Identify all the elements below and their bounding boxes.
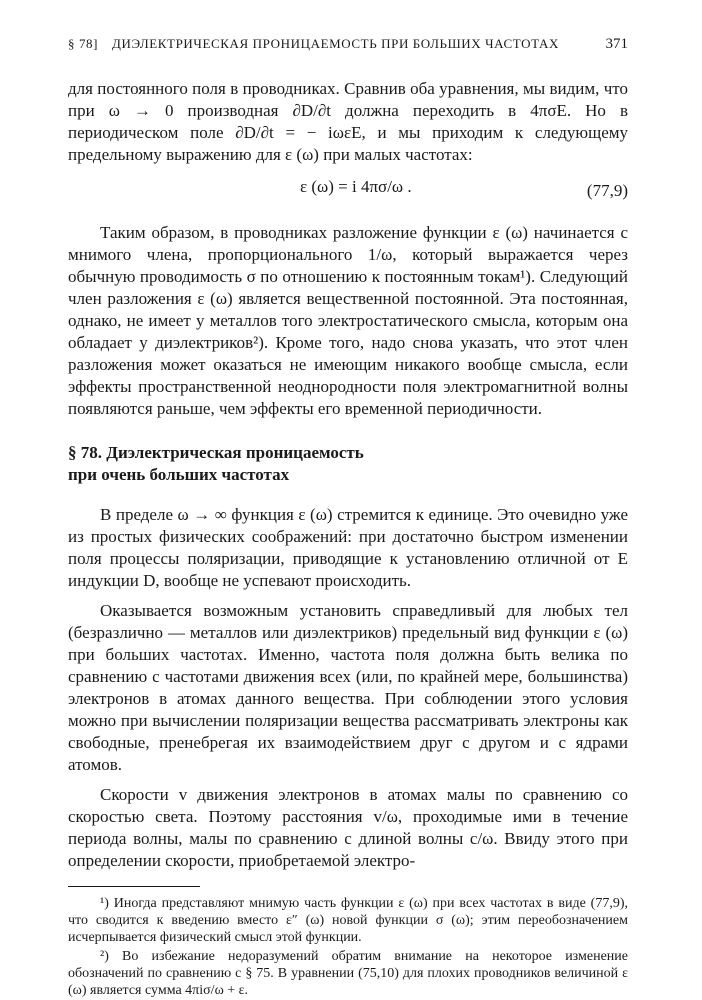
running-header bbox=[68, 36, 628, 60]
footnote-2: ²) Во избежание недоразумений обратим внимание на некоторое изменение обозначений по сравнению с § 75. В уравнении (75,10) для плохих проводников величиной ε (ω) является сумма 4πiσ/ω + ε. bbox=[68, 949, 628, 998]
section-heading-line-2: при очень больших частотах bbox=[68, 465, 290, 484]
page-number: 371 bbox=[605, 36, 628, 52]
paragraph-high-frequency-limit: В пределе ω → ∞ функция ε (ω) стремится к единице. Это очевидно уже из простых физических соображений: при достаточно быстром изменении поля процессы поляризации, приводящие к установлению отличной от E индукции D, вообще не успевают происходить. bbox=[68, 505, 628, 590]
equation-expression: ε (ω) = i 4πσ/ω . bbox=[300, 177, 412, 196]
book-page bbox=[68, 36, 628, 999]
paragraph-electron-velocities: Скорости v движения электронов в атомах малы по сравнению со скоростью света. Поэтому расстояния v/ω, проходимые ими в течение периода волны, малы по сравнению с длиной волны c/ω. Ввиду этого при определении скорости, приобретаемой электро- bbox=[68, 785, 628, 870]
header-section-ref: § 78] bbox=[68, 36, 99, 51]
intro-paragraph: для постоянного поля в проводниках. Сравнив оба уравнения, мы видим, что при ω → 0 производная ∂D/∂t должна переходить в 4πσE. Но в периодическом поле ∂D/∂t = − iωεE, и мы приходим к следующему предельному выражению для ε (ω) при малых частотах: bbox=[68, 79, 628, 164]
section-heading-line-1: § 78. Диэлектрическая проницаемость bbox=[68, 443, 364, 462]
equation-77-9 bbox=[68, 170, 628, 216]
footnote-divider bbox=[68, 886, 200, 887]
paragraph-limiting-form: Оказывается возможным установить справедливый для любых тел (безразлично — металлов или диэлектриков) предельный вид функции ε (ω) при больших частотах. Именно, частота поля должна быть велика по сравнению с частотами движения всех (или, по крайней мере, большинства) электронов в атомах данного вещества. При соблюдении этого условия можно при вычислении поляризации вещества рассматривать электроны как свободные, пренебрегая их взаимодействием друг с другом и с ядрами атомов. bbox=[68, 601, 628, 774]
body-text bbox=[68, 78, 628, 872]
header-title: ДИЭЛЕКТРИЧЕСКАЯ ПРОНИЦАЕМОСТЬ ПРИ БОЛЬШИХ ЧАСТОТАХ bbox=[112, 36, 560, 51]
equation-number: (77,9) bbox=[586, 181, 628, 200]
section-heading bbox=[68, 442, 628, 486]
footnotes bbox=[68, 895, 628, 999]
paragraph-conductors: Таким образом, в проводниках разложение функции ε (ω) начинается с мнимого члена, пропорционального 1/ω, который выражается через обычную проводимость σ по отношению к постоянным токам¹). Следующий член разложения ε (ω) является вещественной постоянной. Эта постоянная, однако, не имеет у металлов того электростатического смысла, которым она обладает у диэлектриков²). Кроме того, надо снова указать, что этот член разложения может оказаться не имеющим никакого вообще смысла, если эффекты пространственной неоднородности поля электромагнитной волны появляются раньше, чем эффекты его временной периодичности. bbox=[68, 223, 628, 418]
footnote-1: ¹) Иногда представляют мнимую часть функции ε (ω) при всех частотах в виде (77,9), что сводится к введению вместо ε″ (ω) новой функции σ (ω); этим переобозначением исчерпывается физический смысл этой функции. bbox=[68, 896, 628, 945]
